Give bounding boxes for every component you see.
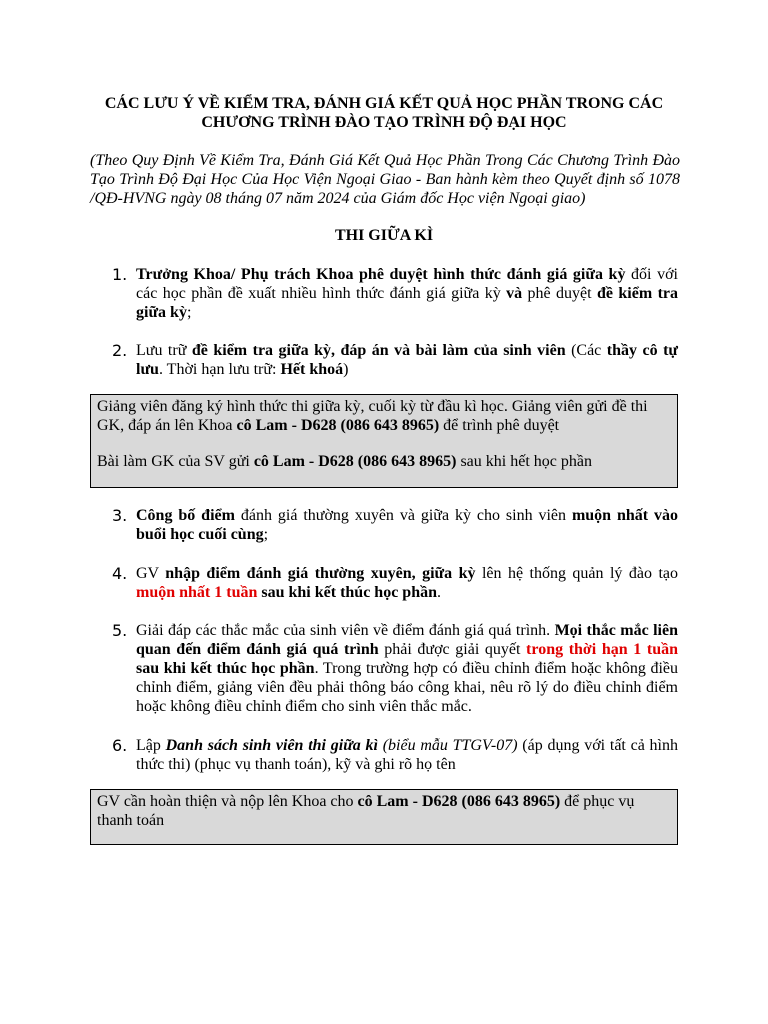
text: đối với các học phần đề xuất nhiều hình thức đánh giá giữa kỳ bbox=[136, 266, 679, 302]
text: Giảng viên đăng ký hình thức thi giữa kỳ, cuối kỳ từ đầu kì học. Giảng viên gửi đề thi GK, đáp án lên Khoa bbox=[97, 398, 648, 434]
text: ) bbox=[343, 361, 349, 378]
text: để phục vụ thanh toán bbox=[97, 793, 635, 829]
text-bold: Trưởng Khoa/ Phụ trách Khoa phê duyệt hình thức đánh giá giữa kỳ bbox=[136, 266, 626, 283]
text-bold-red: trong thời hạn 1 tuần bbox=[526, 641, 678, 658]
text: Giải đáp các thắc mắc của sinh viên về điểm đánh giá quá trình. bbox=[136, 622, 555, 639]
list-number: 1. bbox=[112, 265, 128, 284]
text: GV cần hoàn thiện và nộp lên Khoa cho bbox=[97, 793, 358, 810]
text-bold: và bbox=[506, 285, 523, 302]
document-subtitle: (Theo Quy Định Về Kiểm Tra, Đánh Giá Kết Quả Học Phần Trong Các Chương Trình Đào Tạo Trình Độ Đại Học Của Học Viện Ngoại Giao - Ban hành kèm theo Quyết định số 1078 /QĐ-HVNG ngày 08 tháng 07 năm 2024 của Giám đốc Học viện Ngoại giao) bbox=[90, 152, 680, 207]
text: phê duyệt bbox=[522, 285, 597, 302]
text: đánh giá thường xuyên và giữa kỳ cho sinh viên bbox=[234, 507, 572, 524]
text: phải được giải quyết bbox=[378, 641, 527, 658]
text: sau khi hết học phần bbox=[456, 453, 592, 470]
text: . bbox=[437, 584, 441, 601]
list-item-4 bbox=[112, 564, 678, 602]
text: . Thời hạn lưu trữ: bbox=[158, 361, 281, 378]
title-line-2: CHƯƠNG TRÌNH ĐÀO TẠO TRÌNH ĐỘ ĐẠI HỌC bbox=[201, 114, 567, 131]
text-bold: sau khi kết thúc học phần bbox=[257, 584, 437, 601]
text-bold: sau khi kết thúc học phần bbox=[136, 660, 315, 677]
text: Lập bbox=[136, 737, 166, 754]
text-bold: thầy cô tự lưu bbox=[136, 342, 679, 378]
text: lên hệ thống quản lý đào tạo bbox=[475, 565, 678, 582]
list-number: 6. bbox=[112, 736, 128, 755]
title-line-1: CÁC LƯU Ý VỀ KIỂM TRA, ĐÁNH GIÁ KẾT QUẢ HỌC PHẦN TRONG CÁC bbox=[104, 95, 664, 112]
text: ; bbox=[263, 526, 269, 543]
contact-bold: cô Lam - D628 (086 643 8965) bbox=[236, 417, 440, 434]
text-bold: Mọi thắc mắc liên quan đến điểm đánh giá quá trình bbox=[136, 622, 679, 658]
text: để trình phê duyệt bbox=[439, 417, 560, 434]
text: (Các bbox=[565, 342, 607, 359]
note-box-2 bbox=[90, 789, 678, 845]
list-item-6 bbox=[112, 736, 679, 774]
text-bold: Công bố điểm bbox=[136, 507, 235, 524]
note-paragraph bbox=[97, 792, 671, 830]
list-item-1 bbox=[112, 265, 679, 322]
text: GV bbox=[136, 565, 166, 582]
text-bold: muộn nhất vào buổi học cuối cùng bbox=[136, 507, 679, 543]
text: . Trong trường hợp có điều chỉnh điểm hoặc không điều chỉnh điểm, giảng viên đều phải thông báo công khai, nêu rõ lý do điều chỉnh điểm hoặc không điều chỉnh điểm cho sinh viên thắc mắc. bbox=[136, 660, 678, 715]
note-paragraph-2 bbox=[97, 452, 671, 471]
text: ; bbox=[186, 304, 192, 321]
note-box-1 bbox=[90, 394, 678, 488]
text-bold-red: muộn nhất 1 tuần bbox=[136, 584, 258, 601]
text-bold: đề kiểm tra giữa kỳ, đáp án và bài làm của sinh viên bbox=[191, 342, 566, 359]
text: Bài làm GK của SV gửi bbox=[97, 453, 254, 470]
text-italic: (biểu mẫu TTGV-07) bbox=[377, 737, 518, 754]
list-item-2 bbox=[112, 341, 679, 379]
section-title: THI GIỮA KÌ bbox=[334, 227, 434, 244]
list-number: 2. bbox=[112, 341, 128, 360]
list-number: 4. bbox=[112, 564, 128, 583]
list-item-5 bbox=[112, 621, 679, 716]
list-number: 5. bbox=[112, 621, 128, 640]
note-paragraph-1 bbox=[97, 397, 671, 435]
list-number: 3. bbox=[112, 506, 128, 525]
text-bold-italic: Danh sách sinh viên thi giữa kì bbox=[165, 737, 378, 754]
text: Lưu trữ bbox=[136, 342, 192, 359]
text-bold: Hết khoá bbox=[280, 361, 344, 378]
text: (áp dụng với tất cả hình thức thi) (phục vụ thanh toán), kỹ và ghi rõ họ tên bbox=[136, 737, 679, 773]
document-title bbox=[80, 94, 688, 132]
contact-bold: cô Lam - D628 (086 643 8965) bbox=[253, 453, 457, 470]
text-bold: nhập điểm đánh giá thường xuyên, giữa kỳ bbox=[165, 565, 476, 582]
contact-bold: cô Lam - D628 (086 643 8965) bbox=[357, 793, 561, 810]
list-item-3 bbox=[112, 506, 679, 544]
text-bold: đề kiểm tra giữa kỳ bbox=[136, 285, 678, 321]
